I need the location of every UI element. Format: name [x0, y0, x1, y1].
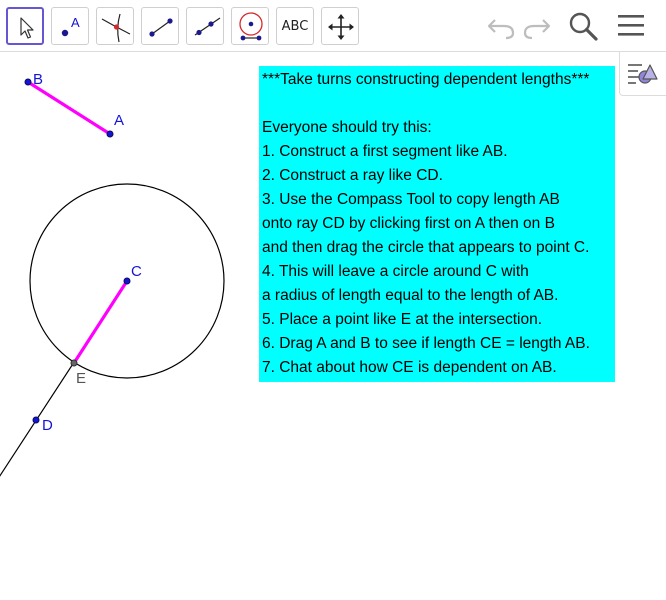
menu-icon — [615, 11, 647, 41]
point-tool-label: A — [71, 15, 80, 30]
segment-ab[interactable] — [28, 82, 110, 134]
undo-button[interactable] — [484, 10, 518, 47]
search-icon — [566, 9, 600, 43]
instructions-blank-line — [262, 92, 615, 116]
label-e: E — [76, 370, 87, 387]
menu-button[interactable] — [615, 11, 647, 46]
text-icon: ABC — [281, 18, 309, 34]
point-tool-button[interactable] — [51, 7, 89, 45]
instructions-line: and then drag the circle that appears to point C. — [262, 239, 590, 256]
compass-icon — [232, 8, 270, 46]
undo-icon — [484, 10, 518, 42]
instructions-line: a radius of length equal to the length of AB. — [262, 287, 559, 304]
point-e[interactable] — [71, 360, 77, 366]
instructions-line: 2. Construct a ray like CD. — [262, 167, 443, 184]
instructions-line: 3. Use the Compass Tool to copy length AB — [262, 191, 560, 208]
move-graphics-tool-button[interactable] — [321, 7, 359, 45]
compass-tool-button[interactable] — [231, 7, 269, 45]
segment-ce[interactable] — [74, 281, 127, 363]
instructions-line: onto ray CD by clicking first on A then on B — [262, 215, 555, 232]
intersect-icon — [97, 8, 135, 46]
intersect-tool-button[interactable] — [96, 7, 134, 45]
search-button[interactable] — [566, 9, 600, 48]
segment-icon — [142, 8, 180, 46]
redo-icon — [520, 10, 554, 42]
ray-tool-button[interactable] — [186, 7, 224, 45]
toolbar — [0, 0, 666, 52]
point-a[interactable] — [107, 131, 113, 137]
segment-tool-button[interactable] — [141, 7, 179, 45]
instructions-line: 5. Place a point like E at the intersection. — [262, 311, 543, 328]
instructions-title: ***Take turns constructing dependent lengths*** — [262, 71, 590, 88]
instructions-line: 1. Construct a first segment like AB. — [262, 143, 508, 160]
label-a: A — [114, 112, 125, 129]
point-c[interactable] — [124, 278, 130, 284]
ray-icon — [187, 8, 225, 46]
text-tool-button[interactable] — [276, 7, 314, 45]
instructions-line: 4. This will leave a circle around C with — [262, 263, 529, 280]
move-graphics-icon — [322, 8, 360, 46]
label-c: C — [131, 263, 142, 280]
pointer-arrow-icon — [8, 9, 46, 47]
label-d: D — [42, 417, 53, 434]
point-b[interactable] — [25, 79, 31, 85]
instructions-textbox[interactable] — [259, 66, 615, 382]
move-tool-button[interactable] — [6, 7, 44, 45]
point-d[interactable] — [33, 417, 39, 423]
label-b: B — [33, 71, 44, 88]
redo-button[interactable] — [520, 10, 554, 47]
instructions-line: Everyone should try this: — [262, 119, 432, 136]
point-icon — [52, 8, 90, 46]
instructions-line: 7. Chat about how CE is dependent on AB. — [262, 359, 557, 376]
instructions-line: 6. Drag A and B to see if length CE = length AB. — [262, 335, 590, 352]
